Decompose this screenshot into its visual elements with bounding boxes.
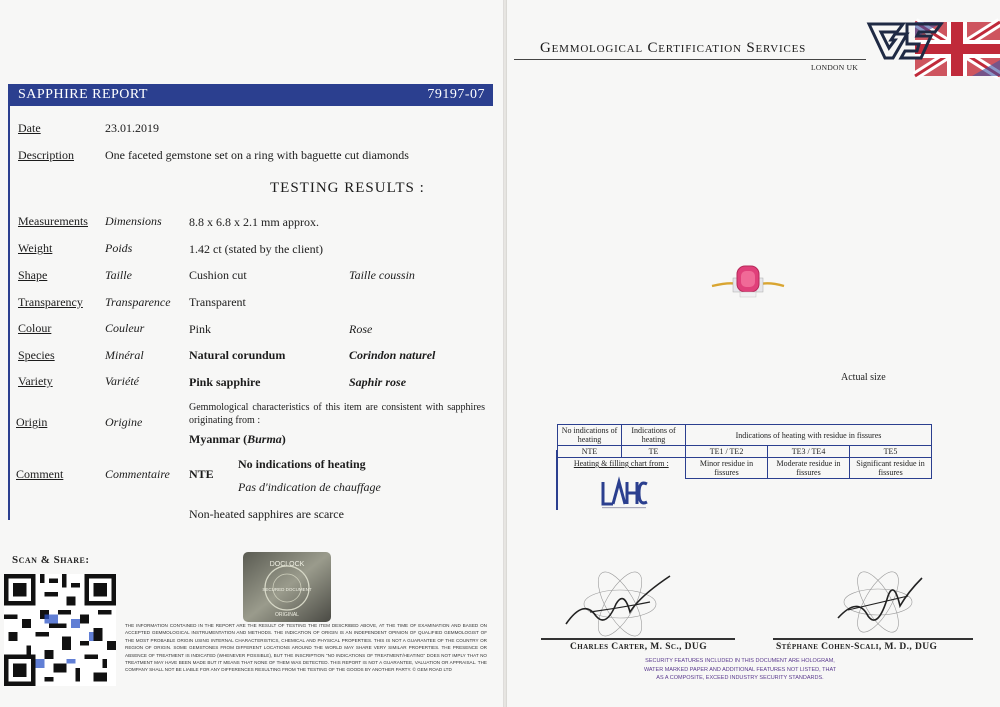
- signature-right: [828, 566, 928, 636]
- variety-value-fr: Saphir rose: [349, 375, 407, 389]
- species-value-fr: Corindon naturel: [349, 348, 436, 362]
- qr-code[interactable]: [4, 574, 116, 686]
- colour-value: Pink: [189, 322, 212, 336]
- shape-value-fr: Taille coussin: [349, 268, 415, 282]
- signature-left: [560, 568, 680, 638]
- heat-level-moderate: Moderate residue in fissures: [768, 458, 850, 479]
- disclaimer-text: THE INFORMATION CONTAINED IN THE REPORT ARE THE RESULT OF TESTING THE ITEM DESCRIBED ABOVE, AT THE TIME OF EXAMINATION AND BASED ON ACCEPTED GEMMOLOGICAL INSTRUMENTATION AND METHODS. THE INDICATION OF ORIGIN IS AN INDEPENDENT OPINION OF QUALIFIED GEMMOLOGIST OF THE MOST PROBABLE ORIGIN USING INTERNAL CHARACTERISTICS, CHEMICAL AND PHYSICAL PROPERTIES. THIS IS NOT A GUARANTEE OF THE COUNTRY OR REGION OF ORIGIN. SOME GEMSTONES FROM DIFFERENT LOCATIONS AROUND THE WORLD MAY SHARE VERY SIMILAR PROPERTIES. THE PRESENCE OR ABSENCE OF TREATMENT IS INDICATED (WHENEVER POSSIBLE), BUT THE INSCRIPTION "NO INDICATIONS OF TREATMENT/HEATING" DOES NOT IMPLY THAT NO TREATMENT MAY HAVE BEEN MADE BUT IT MEANS THAT NONE OF THEM WAS DETECTED. THIS REPORT IS NOT A GUARANTEE, VALUATION OR APPRAISAL. THE COMPANY SHALL NOT BE LIABLE FOR ANY DIFFERENCES RESULTING FROM THE TESTING OF THE GOODS BY ANOTHER PARTY. © GEM ROAD LTD: [125, 623, 487, 673]
- gcs-logo: [867, 18, 1000, 76]
- heat-code-te1: TE1 / TE2: [686, 446, 768, 458]
- security-features-note: SECURITY FEATURES INCLUDED IN THIS DOCUMENT ARE HOLOGRAM, WATER MARKED PAPER AND ADDITIONAL FEATURES NOT LISTED, THAT AS A COMPOSITE, EXCEED INDUSTRY SECURITY STANDARDS.: [643, 658, 837, 681]
- variety-label-fr: Variété: [105, 374, 139, 388]
- shape-value: Cushion cut: [189, 268, 247, 282]
- lab-name-rule: [514, 59, 866, 60]
- ring-photo: [710, 262, 786, 304]
- comment-value-fr: Pas d'indication de chauffage: [238, 480, 381, 494]
- lmhc-logo: [599, 478, 649, 512]
- comment-note: Non-heated sapphires are scarce: [189, 507, 344, 521]
- report-number: 79197-07: [427, 87, 485, 102]
- ring-band-right: [760, 283, 784, 286]
- shape-label-fr: Taille: [105, 268, 132, 282]
- colour-label: Colour: [18, 321, 52, 335]
- lab-city: LONDON UK: [811, 63, 859, 72]
- ring-setting: [740, 292, 756, 297]
- union-flag-icon: [915, 22, 1000, 76]
- origin-label: Origin: [16, 415, 48, 429]
- lab-name: Gemmological Certification Services: [540, 40, 807, 56]
- origin-label-fr: Origine: [105, 415, 143, 429]
- heat-level-significant: Significant residue in fissures: [850, 458, 932, 479]
- gem-facet-highlight: [741, 271, 755, 287]
- origin-text: Gemmological characteristics of this item are consistent with sapphires originating from :: [189, 402, 485, 426]
- variety-label: Variety: [18, 374, 53, 388]
- comment-code: NTE: [189, 467, 214, 481]
- measurements-label: Measurements: [18, 214, 88, 228]
- heat-chart-link[interactable]: Heating & filling chart from :: [573, 459, 669, 468]
- scan-share-title: Scan & Share:: [12, 554, 90, 566]
- heat-residue-head: Indications of heating with residue in fissures: [686, 425, 932, 446]
- origin-country-name: Myanmar: [189, 432, 241, 446]
- heat-code-te3: TE3 / TE4: [768, 446, 850, 458]
- heat-code-te: TE: [622, 446, 686, 458]
- signatory-right: Stéphane Cohen-Scali, M. D., DUG: [776, 642, 938, 652]
- date-label: Date: [18, 121, 41, 135]
- origin-country: Myanmar (Burma): [189, 432, 286, 446]
- heat-col-te-head: Indications of heating: [622, 425, 686, 446]
- transparency-value: Transparent: [189, 295, 246, 309]
- comment-label-fr: Commentaire: [105, 467, 170, 481]
- species-value: Natural corundum: [189, 348, 286, 362]
- report-title: SAPPHIRE REPORT: [18, 87, 148, 102]
- comment-label: Comment: [16, 467, 64, 481]
- hologram-line1: DOCLOCK: [269, 561, 305, 568]
- left-border-rule: [8, 84, 10, 520]
- heating-chart-table: [557, 424, 932, 479]
- ring-band-left: [712, 283, 736, 286]
- description-label: Description: [18, 148, 74, 162]
- heat-code-te5: TE5: [850, 446, 932, 458]
- security-hologram: [243, 552, 331, 622]
- shape-label: Shape: [18, 268, 48, 282]
- signature-left-rule: [541, 638, 735, 640]
- colour-label-fr: Couleur: [105, 321, 145, 335]
- heat-level-minor: Minor residue in fissures: [686, 458, 768, 479]
- testing-results-title: TESTING RESULTS :: [270, 180, 425, 196]
- report-header-bar: [10, 84, 493, 106]
- measurements-label-fr: Dimensions: [105, 214, 162, 228]
- species-label-fr: Minéral: [105, 348, 144, 362]
- signature-right-rule: [773, 638, 973, 640]
- colour-value-fr: Rose: [349, 322, 373, 336]
- date-value: 23.01.2019: [105, 121, 159, 135]
- hologram-line2: SECURED DOCUMENT: [262, 587, 312, 592]
- signatory-left: Charles Carter, M. Sc., DUG: [570, 642, 707, 652]
- hologram-line3: ORIGINAL: [275, 612, 299, 618]
- heat-code-nte: NTE: [558, 446, 622, 458]
- weight-label-fr: Poids: [105, 241, 133, 255]
- weight-value: 1.42 ct (stated by the client): [189, 242, 323, 256]
- heat-col-nte-head: No indications of heating: [558, 425, 622, 446]
- description-value: One faceted gemstone set on a ring with baguette cut diamonds: [105, 148, 409, 162]
- actual-size-caption: Actual size: [841, 372, 886, 383]
- origin-country-alt: Burma: [247, 432, 282, 446]
- measurements-value: 8.8 x 6.8 x 2.1 mm approx.: [189, 215, 319, 229]
- transparency-label-fr: Transparence: [105, 295, 171, 309]
- weight-label: Weight: [18, 241, 53, 255]
- species-label: Species: [18, 348, 55, 362]
- variety-value: Pink sapphire: [189, 375, 261, 389]
- comment-value: No indications of heating: [238, 457, 366, 471]
- transparency-label: Transparency: [18, 295, 83, 309]
